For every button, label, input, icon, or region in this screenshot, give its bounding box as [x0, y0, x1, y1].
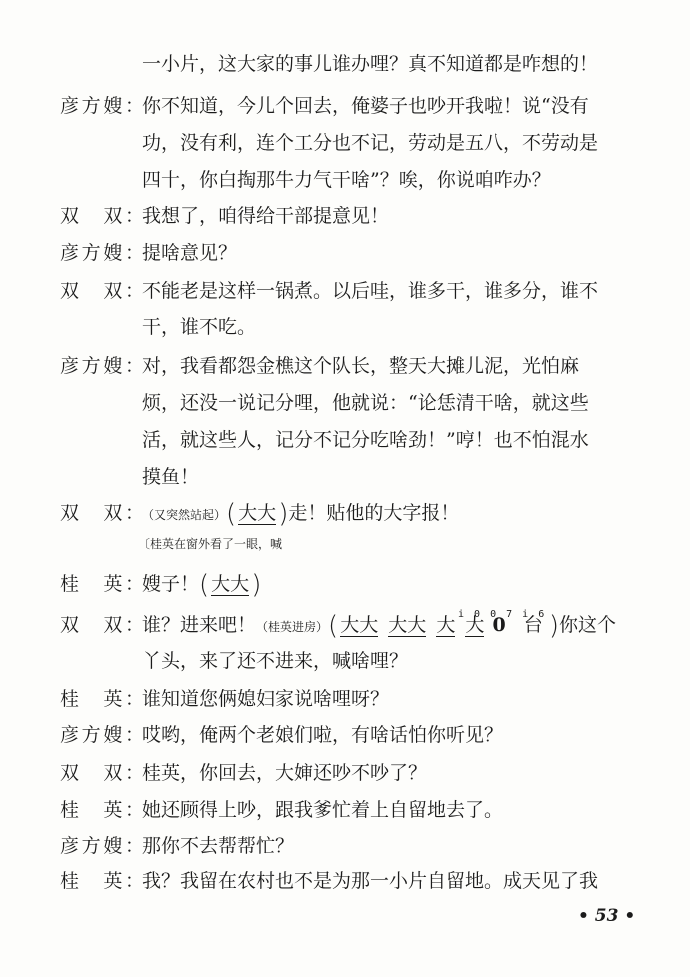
dialogue-text: 丫头，来了还不进来，喊啥哩？ — [142, 650, 409, 672]
percussion-notation: 大大 — [238, 502, 277, 524]
dialogue-text: （又突然站起）( 大大)走！贴他的大字报！ — [142, 499, 460, 529]
stage-direction: （桂英进房） — [256, 620, 329, 634]
percussion-notation: 台 — [523, 614, 543, 636]
percussion-notation: 大 — [465, 614, 485, 636]
speaker-label: 桂 英： — [60, 870, 144, 892]
dialogue-text: 我想了，咱得给干部提意见！ — [142, 205, 390, 227]
dialogue-text: 那你不去帮帮忙？ — [142, 835, 295, 857]
dialogue-text: 对，我看都怨金樵这个队长，整天大摊儿泥，光怕麻 — [142, 355, 580, 377]
speaker-label: 双 双： — [60, 280, 144, 302]
speaker-label: 彦方嫂： — [60, 724, 144, 746]
speaker-label: 双 双： — [60, 614, 144, 636]
speaker-label: 双 双： — [60, 502, 144, 524]
percussion-notation: 大大 — [211, 573, 250, 595]
dialogue-segment: 你这个 — [559, 614, 617, 636]
page-number: • 53 • — [578, 906, 636, 926]
dialogue-text: 她还顾得上吵，跟我爹忙着上自留地去了。 — [142, 799, 504, 821]
dialogue-segment: 谁？进来吧！ — [142, 614, 257, 636]
speaker-label: 双 双： — [60, 762, 144, 784]
dialogue-text: 烦，还没一说记分哩，他就说：“论恁清干啥，就这些 — [142, 392, 589, 414]
dialogue-text: 嫂子！( 大大) — [142, 570, 262, 600]
stage-direction: （又突然站起） — [142, 508, 227, 522]
dialogue-text: 干，谁不吃。 — [142, 316, 257, 338]
dialogue-text: 哎哟，俺两个老娘们啦，有啥话怕你听见？ — [142, 724, 504, 746]
dialogue-text: 我？我留在农村也不是为那一小片自留地。成天见了我 — [142, 870, 599, 892]
dialogue-text: 提啥意见？ — [142, 242, 238, 264]
dialogue-text: 四十，你白掏那牛力气干啥”？唉，你说咱咋办？ — [142, 169, 551, 191]
speaker-label: 双 双： — [60, 205, 144, 227]
dialogue-text: 谁知道您俩媳妇家说啥哩呀？ — [142, 688, 390, 710]
dialogue-text: 一小片，这大家的事儿谁办哩？真不知道都是咋想的！ — [142, 53, 599, 75]
dialogue-text: 桂英，你回去，大婶还吵不吵了？ — [142, 762, 428, 784]
percussion-notation: 大 — [436, 614, 456, 636]
speaker-label: 彦方嫂： — [60, 242, 144, 264]
dialogue-text: 功，没有利，连个工分也不记，劳动是五八，不劳动是 — [142, 132, 599, 154]
speaker-label: 彦方嫂： — [60, 95, 144, 117]
dialogue-text: 谁？进来吧！（桂英进房）( 大大 大大 大 大 0 台 )你这个 — [142, 611, 617, 641]
dialogue-text: 活，就这些人，记分不记分吃啥劲！”哼！也不怕混水 — [142, 429, 589, 451]
dialogue-segment: 嫂子！ — [142, 573, 200, 595]
dialogue-segment: 走！贴他的大字报！ — [288, 502, 460, 524]
speaker-label: 彦方嫂： — [60, 355, 144, 377]
speaker-label: 彦方嫂： — [60, 835, 144, 857]
dialogue-text: 你不知道，今儿个回去，俺婆子也吵开我啦！说“没有 — [142, 95, 589, 117]
stage-direction: 〔桂英在窗外看了一眼，喊 — [138, 537, 283, 551]
dialogue-text: 不能老是这样一锅煮。以后哇，谁多干，谁多分，谁不 — [142, 280, 599, 302]
speaker-label: 桂 英： — [60, 573, 144, 595]
music-notation: i 0 0 7 i 6 — [458, 609, 547, 620]
percussion-notation: 0 — [492, 614, 506, 636]
percussion-notation: 大大 — [388, 614, 427, 636]
percussion-notation: 大大 — [340, 614, 379, 636]
dialogue-text: 摸鱼！ — [142, 466, 200, 488]
speaker-label: 桂 英： — [60, 688, 144, 710]
speaker-label: 桂 英： — [60, 799, 144, 821]
